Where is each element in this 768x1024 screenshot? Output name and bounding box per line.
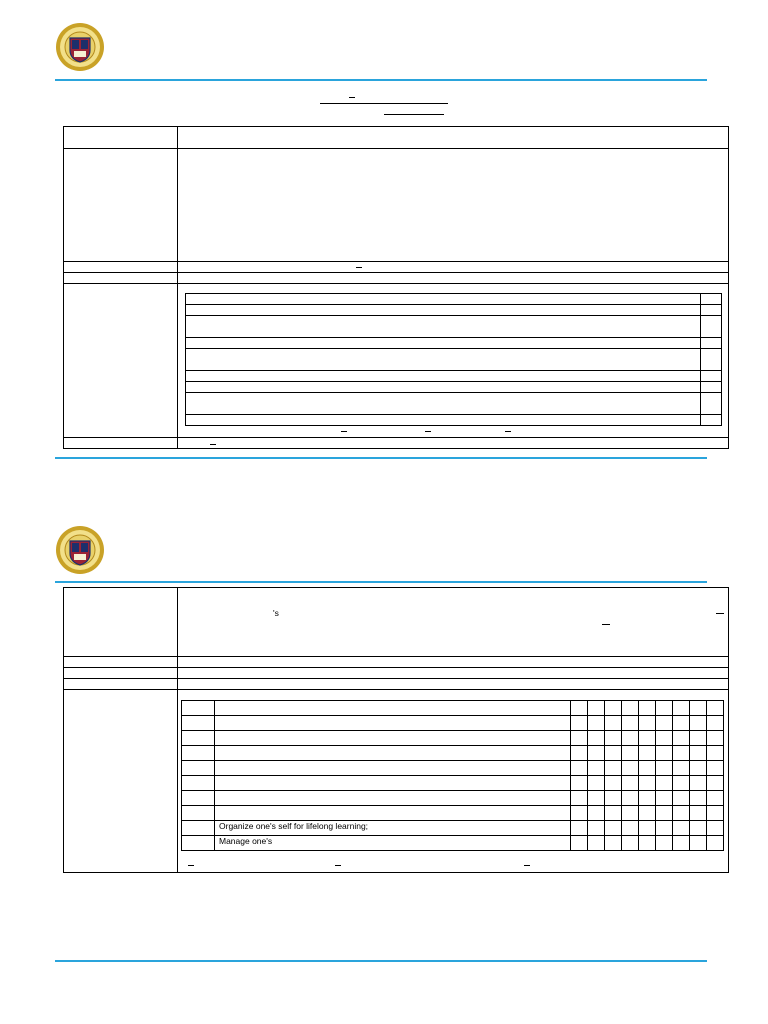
outcome-number-cell (182, 701, 215, 716)
label-cell (64, 127, 178, 149)
outcome-text-cell (215, 806, 571, 821)
program-outcome-check-cell (571, 821, 588, 836)
objectives-text: 's (273, 608, 279, 618)
program-outcome-check-cell (588, 836, 605, 851)
outcome-row (182, 791, 724, 806)
program-outcome-check-cell (605, 791, 622, 806)
program-outcome-check-cell (690, 836, 707, 851)
outcomes-matrix (181, 700, 724, 851)
program-outcome-check-cell (673, 791, 690, 806)
outcome-number-cell (182, 821, 215, 836)
program-outcome-check-cell (622, 791, 639, 806)
program-outcome-check-cell (571, 776, 588, 791)
dash-mark (716, 613, 724, 614)
program-outcome-check-cell (588, 821, 605, 836)
outcome-number-cell (182, 761, 215, 776)
label-cell (64, 690, 178, 873)
outcome-text-cell (215, 776, 571, 791)
program-outcome-check-cell (690, 761, 707, 776)
label-cell (64, 284, 178, 438)
program-outcome-check-cell (622, 716, 639, 731)
dash-mark (505, 431, 511, 432)
title-underline (320, 103, 448, 104)
program-outcome-check-cell (588, 716, 605, 731)
inner-cell (186, 338, 701, 349)
inner-cell (186, 349, 701, 371)
label-cell (64, 657, 178, 668)
inner-cell (186, 415, 701, 426)
program-outcome-check-cell (707, 836, 724, 851)
program-outcome-check-cell (707, 746, 724, 761)
outcome-row (182, 836, 724, 851)
outcome-text-cell: Manage one's (215, 836, 571, 851)
program-outcome-check-cell (707, 821, 724, 836)
label-cell (64, 438, 178, 449)
program-outcome-check-cell (656, 791, 673, 806)
program-outcome-check-cell (605, 731, 622, 746)
program-outcome-check-cell (605, 746, 622, 761)
title-dash-mark (349, 97, 355, 98)
outcome-number-cell (182, 731, 215, 746)
description-cell (178, 149, 729, 262)
inner-cell (186, 382, 701, 393)
program-outcome-check-cell (588, 746, 605, 761)
program-outcome-check-cell (639, 791, 656, 806)
outcome-row (182, 701, 724, 716)
inner-cell (186, 294, 701, 305)
course-info-table (63, 126, 729, 449)
program-outcome-check-cell (673, 821, 690, 836)
program-outcome-check-cell (622, 821, 639, 836)
program-outcome-check-cell (588, 701, 605, 716)
program-outcome-check-cell (707, 806, 724, 821)
program-outcome-check-cell (622, 761, 639, 776)
program-outcome-check-cell (622, 836, 639, 851)
program-outcome-check-cell (656, 716, 673, 731)
inner-cell (186, 305, 701, 316)
program-outcome-check-cell (605, 716, 622, 731)
program-outcome-check-cell (690, 791, 707, 806)
program-outcome-check-cell (605, 806, 622, 821)
outcome-number-cell (182, 776, 215, 791)
course-outcomes-table (63, 587, 729, 873)
label-cell (64, 588, 178, 657)
label-cell (64, 273, 178, 284)
program-outcome-check-cell (707, 701, 724, 716)
value-cell (178, 438, 729, 449)
program-outcome-check-cell (673, 731, 690, 746)
inner-cell (186, 371, 701, 382)
program-outcome-check-cell (639, 806, 656, 821)
outcome-number-cell (182, 806, 215, 821)
program-outcome-check-cell (639, 716, 656, 731)
program-outcome-check-cell (656, 701, 673, 716)
check-cell (701, 382, 722, 393)
program-outcome-check-cell (571, 836, 588, 851)
check-cell (701, 371, 722, 382)
program-outcome-check-cell (673, 776, 690, 791)
check-cell (701, 349, 722, 371)
program-outcome-check-cell (639, 761, 656, 776)
program-outcome-check-cell (656, 806, 673, 821)
outcome-row (182, 716, 724, 731)
footer-divider (55, 457, 707, 459)
check-cell (701, 338, 722, 349)
dash-mark (210, 444, 216, 445)
program-outcome-check-cell (707, 776, 724, 791)
program-outcome-check-cell (639, 836, 656, 851)
header-divider (55, 581, 707, 583)
outcome-number-cell (182, 836, 215, 851)
value-cell (178, 657, 729, 668)
outcome-number-cell (182, 791, 215, 806)
program-outcome-check-cell (571, 731, 588, 746)
value-cell (178, 668, 729, 679)
program-outcome-check-cell (673, 806, 690, 821)
check-cell (701, 316, 722, 338)
check-cell (701, 415, 722, 426)
program-outcome-check-cell (622, 746, 639, 761)
dash-mark (356, 267, 362, 268)
check-cell (701, 393, 722, 415)
outcome-text-cell (215, 716, 571, 731)
program-outcome-check-cell (605, 701, 622, 716)
dash-mark (425, 431, 431, 432)
objectives-inner-table (185, 293, 722, 426)
program-outcome-check-cell (690, 731, 707, 746)
program-outcome-check-cell (622, 701, 639, 716)
outcome-row (182, 806, 724, 821)
page-1 (0, 0, 768, 470)
outcome-row (182, 731, 724, 746)
dash-mark (524, 865, 530, 866)
outcome-text-cell (215, 746, 571, 761)
program-outcome-check-cell (707, 731, 724, 746)
outcome-number-cell (182, 746, 215, 761)
program-outcome-check-cell (707, 761, 724, 776)
header-divider (55, 79, 707, 81)
program-outcome-check-cell (673, 716, 690, 731)
program-outcome-check-cell (588, 791, 605, 806)
program-outcome-check-cell (571, 806, 588, 821)
program-outcome-check-cell (622, 806, 639, 821)
dash-mark (188, 865, 194, 866)
outcome-text-cell (215, 701, 571, 716)
outcome-text-cell (215, 761, 571, 776)
program-outcome-check-cell (656, 746, 673, 761)
program-outcome-check-cell (690, 746, 707, 761)
outcome-text-cell (215, 731, 571, 746)
value-cell (178, 262, 729, 273)
footer-divider (55, 960, 707, 962)
university-seal-icon (55, 22, 105, 72)
subtitle-underline (384, 114, 444, 115)
program-outcome-check-cell (656, 761, 673, 776)
program-outcome-check-cell (622, 776, 639, 791)
program-outcome-check-cell (656, 731, 673, 746)
program-outcome-check-cell (639, 821, 656, 836)
program-outcome-check-cell (588, 806, 605, 821)
program-outcome-check-cell (707, 791, 724, 806)
program-outcome-check-cell (673, 836, 690, 851)
program-outcome-check-cell (588, 776, 605, 791)
program-outcome-check-cell (588, 731, 605, 746)
objectives-text-cell (178, 588, 729, 657)
program-outcome-check-cell (690, 821, 707, 836)
program-outcome-check-cell (639, 776, 656, 791)
program-outcome-check-cell (571, 716, 588, 731)
program-outcome-check-cell (673, 761, 690, 776)
program-outcome-check-cell (690, 806, 707, 821)
program-outcome-check-cell (571, 701, 588, 716)
outcome-row (182, 821, 724, 836)
program-outcome-check-cell (571, 761, 588, 776)
value-cell (178, 127, 729, 149)
program-outcome-check-cell (690, 701, 707, 716)
inner-cell (186, 316, 701, 338)
page-2 (0, 500, 768, 1024)
dash-mark (335, 865, 341, 866)
label-cell (64, 668, 178, 679)
outcomes-cell (178, 690, 729, 873)
outcome-text-cell: Organize one's self for lifelong learning; (215, 821, 571, 836)
label-cell (64, 262, 178, 273)
outcome-row (182, 761, 724, 776)
value-cell (178, 679, 729, 690)
program-outcome-check-cell (690, 776, 707, 791)
program-outcome-check-cell (673, 701, 690, 716)
program-outcome-check-cell (656, 776, 673, 791)
program-outcome-check-cell (639, 746, 656, 761)
inner-cell (186, 393, 701, 415)
program-outcome-check-cell (571, 746, 588, 761)
program-outcome-check-cell (690, 716, 707, 731)
program-outcome-check-cell (588, 761, 605, 776)
objectives-cell (178, 284, 729, 438)
program-outcome-check-cell (707, 716, 724, 731)
check-cell (701, 305, 722, 316)
outcome-row (182, 746, 724, 761)
label-cell (64, 149, 178, 262)
outcome-text-cell (215, 791, 571, 806)
dash-mark (341, 431, 347, 432)
check-cell (701, 294, 722, 305)
program-outcome-check-cell (656, 836, 673, 851)
program-outcome-check-cell (639, 731, 656, 746)
program-outcome-check-cell (673, 746, 690, 761)
university-seal-icon (55, 525, 105, 575)
program-outcome-check-cell (656, 821, 673, 836)
outcome-row (182, 776, 724, 791)
label-cell (64, 679, 178, 690)
program-outcome-check-cell (605, 776, 622, 791)
program-outcome-check-cell (605, 761, 622, 776)
outcome-number-cell (182, 716, 215, 731)
value-cell (178, 273, 729, 284)
dash-mark (602, 624, 610, 625)
program-outcome-check-cell (639, 701, 656, 716)
program-outcome-check-cell (622, 731, 639, 746)
program-outcome-check-cell (605, 821, 622, 836)
program-outcome-check-cell (605, 836, 622, 851)
program-outcome-check-cell (571, 791, 588, 806)
